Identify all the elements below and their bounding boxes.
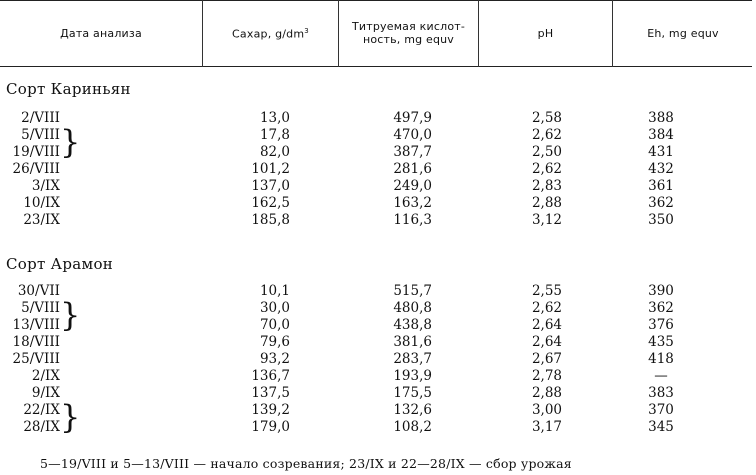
cell-eh: 345 xyxy=(648,419,674,435)
cell-sugar: 137,0 xyxy=(251,178,290,194)
brace-mark: } xyxy=(60,123,81,161)
cell-eh: 376 xyxy=(648,317,674,333)
cell-sugar: 30,0 xyxy=(259,300,290,316)
cell-sugar: 70,0 xyxy=(259,317,290,333)
group-title: Сорт Арамон xyxy=(6,255,114,273)
brace-mark: } xyxy=(60,296,81,334)
cell-acid: 175,5 xyxy=(393,385,432,401)
cell-eh: 432 xyxy=(648,161,674,177)
cell-ph: 3,17 xyxy=(531,419,562,435)
cell-sugar: 101,2 xyxy=(251,161,290,177)
table-header xyxy=(0,0,756,68)
cell-date: 5/VIII xyxy=(21,127,60,143)
cell-sugar: 13,0 xyxy=(259,110,290,126)
cell-acid: 249,0 xyxy=(393,178,432,194)
cell-sugar: 82,0 xyxy=(259,144,290,160)
cell-date: 19/VIII xyxy=(12,144,60,160)
table-row xyxy=(0,334,756,352)
cell-sugar: 17,8 xyxy=(259,127,290,143)
cell-ph: 2,62 xyxy=(531,300,562,316)
table-row xyxy=(0,161,756,179)
cell-sugar: 136,7 xyxy=(251,368,290,384)
cell-sugar: 10,1 xyxy=(259,283,290,299)
cell-date: 18/VIII xyxy=(12,334,60,350)
cell-eh: — xyxy=(654,368,668,384)
table-row xyxy=(0,317,756,335)
cell-date: 23/IX xyxy=(23,212,60,228)
cell-eh: 435 xyxy=(648,334,674,350)
table-row xyxy=(0,283,756,301)
cell-ph: 3,00 xyxy=(531,402,562,418)
cell-sugar: 137,5 xyxy=(251,385,290,401)
cell-ph: 2,78 xyxy=(531,368,562,384)
table-row xyxy=(0,385,756,403)
cell-acid: 108,2 xyxy=(393,419,432,435)
cell-sugar: 179,0 xyxy=(251,419,290,435)
cell-acid: 387,7 xyxy=(393,144,432,160)
cell-ph: 2,55 xyxy=(531,283,562,299)
cell-eh: 431 xyxy=(648,144,674,160)
cell-ph: 2,62 xyxy=(531,161,562,177)
table-row xyxy=(0,419,756,437)
cell-acid: 480,8 xyxy=(393,300,432,316)
cell-acid: 132,6 xyxy=(393,402,432,418)
cell-sugar: 162,5 xyxy=(251,195,290,211)
table-row xyxy=(0,212,756,230)
cell-date: 30/VII xyxy=(17,283,60,299)
cell-acid: 497,9 xyxy=(393,110,432,126)
table-row xyxy=(0,144,756,162)
cell-date: 22/IX xyxy=(23,402,60,418)
cell-acid: 193,9 xyxy=(393,368,432,384)
cell-eh: 390 xyxy=(648,283,674,299)
cell-acid: 116,3 xyxy=(393,212,432,228)
cell-ph: 2,67 xyxy=(531,351,562,367)
cell-date: 5/VIII xyxy=(21,300,60,316)
cell-eh: 384 xyxy=(648,127,674,143)
header-date: Дата анализа xyxy=(60,26,142,40)
header-sugar: Сахар, $g/dm^3$ xyxy=(232,27,309,41)
table-row xyxy=(0,351,756,369)
cell-ph: 3,12 xyxy=(531,212,562,228)
cell-eh: 370 xyxy=(648,402,674,418)
header-bottom-rule xyxy=(0,66,752,67)
group-title: Сорт Кариньян xyxy=(6,80,131,98)
cell-ph: 2,88 xyxy=(531,195,562,211)
table-row xyxy=(0,195,756,213)
cell-date: 3/IX xyxy=(31,178,60,194)
cell-acid: 283,7 xyxy=(393,351,432,367)
cell-eh: 361 xyxy=(648,178,674,194)
cell-ph: 2,62 xyxy=(531,127,562,143)
table-row xyxy=(0,127,756,145)
cell-ph: 2,88 xyxy=(531,385,562,401)
cell-sugar: 93,2 xyxy=(259,351,290,367)
cell-date: 26/VIII xyxy=(12,161,60,177)
header-acid: Титруемая кислот- ность, mg equv xyxy=(351,20,466,46)
cell-ph: 2,83 xyxy=(531,178,562,194)
cell-date: 28/IX xyxy=(23,419,60,435)
header-eh: Eh, mg equv xyxy=(647,26,719,40)
cell-date: 10/IX xyxy=(23,195,60,211)
cell-eh: 383 xyxy=(648,385,674,401)
cell-date: 9/IX xyxy=(31,385,60,401)
table-row xyxy=(0,402,756,420)
cell-ph: 2,58 xyxy=(531,110,562,126)
cell-sugar: 185,8 xyxy=(251,212,290,228)
cell-ph: 2,50 xyxy=(531,144,562,160)
table-footnote: 5—19/VIII и 5—13/VIII — начало созревания; 23/IX и 22—28/IX — сбор урожая xyxy=(40,456,572,471)
table-row xyxy=(0,300,756,318)
cell-sugar: 139,2 xyxy=(251,402,290,418)
cell-sugar: 79,6 xyxy=(259,334,290,350)
cell-eh: 362 xyxy=(648,195,674,211)
brace-mark: } xyxy=(60,398,81,436)
cell-eh: 418 xyxy=(648,351,674,367)
cell-date: 2/VIII xyxy=(21,110,60,126)
table-row xyxy=(0,110,756,128)
cell-date: 2/IX xyxy=(31,368,60,384)
cell-acid: 281,6 xyxy=(393,161,432,177)
cell-date: 13/VIII xyxy=(12,317,60,333)
cell-acid: 470,0 xyxy=(393,127,432,143)
table-row xyxy=(0,178,756,196)
table-row xyxy=(0,368,756,386)
cell-date: 25/VIII xyxy=(12,351,60,367)
cell-acid: 163,2 xyxy=(393,195,432,211)
cell-acid: 438,8 xyxy=(393,317,432,333)
cell-ph: 2,64 xyxy=(531,317,562,333)
header-ph: pH xyxy=(537,26,554,40)
cell-acid: 515,7 xyxy=(393,283,432,299)
cell-ph: 2,64 xyxy=(531,334,562,350)
cell-eh: 388 xyxy=(648,110,674,126)
cell-acid: 381,6 xyxy=(393,334,432,350)
cell-eh: 362 xyxy=(648,300,674,316)
cell-eh: 350 xyxy=(648,212,674,228)
